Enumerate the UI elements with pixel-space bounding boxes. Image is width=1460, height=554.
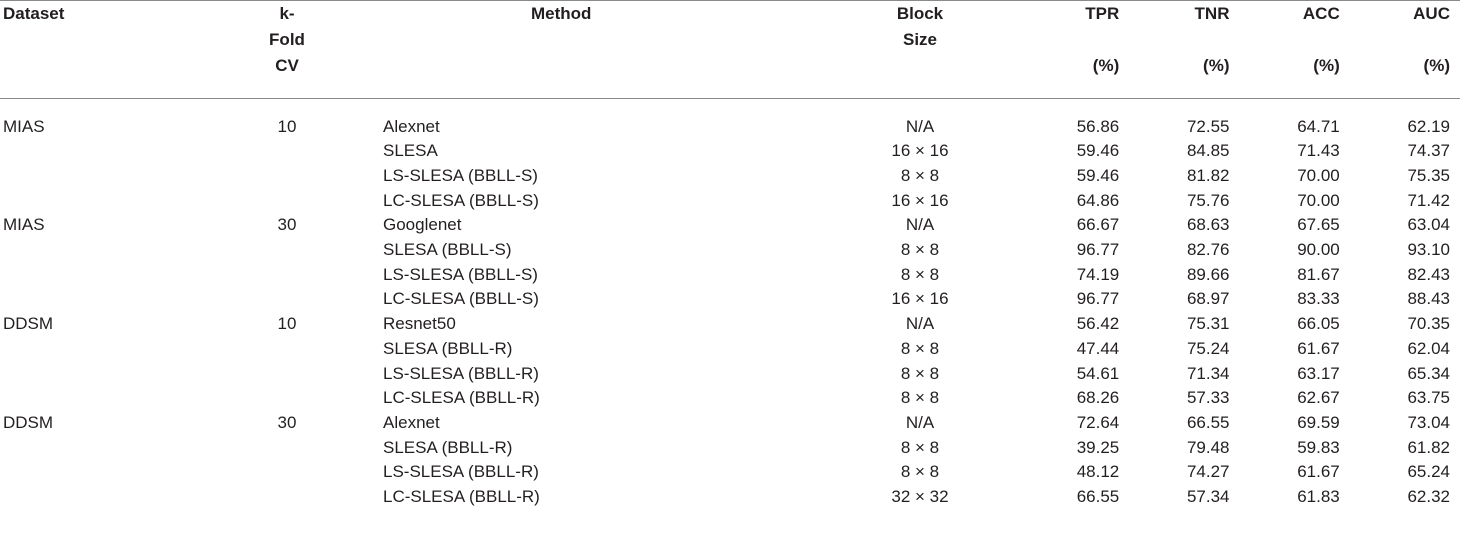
cell-method: LS-SLESA (BBLL-S) xyxy=(383,264,538,284)
cell-method: SLESA (BBLL-S) xyxy=(383,240,512,260)
header-acc-unit: (%) xyxy=(1313,56,1340,75)
cell-method: LS-SLESA (BBLL-R) xyxy=(383,462,539,482)
cell-tnr: 57.34 xyxy=(1186,486,1230,506)
cell-auc: 93.10 xyxy=(1407,240,1450,260)
header-block-line1: Block xyxy=(896,4,944,23)
cell-method: LC-SLESA (BBLL-S) xyxy=(383,190,539,210)
header-kfold-line2: Fold xyxy=(269,30,305,49)
cell-block-size: 8 × 8 xyxy=(900,264,940,284)
cell-block-size: 8 × 8 xyxy=(900,363,940,383)
cell-block-size: 8 × 8 xyxy=(900,240,940,260)
header-row xyxy=(0,1,1460,99)
cell-auc: 71.42 xyxy=(1407,190,1450,210)
cell-tnr: 74.27 xyxy=(1186,462,1230,482)
cell-block-size: 8 × 8 xyxy=(900,338,940,358)
cell-kfold xyxy=(203,139,371,164)
cell-dataset xyxy=(0,188,203,213)
cell-method: LS-SLESA (BBLL-S) xyxy=(383,166,538,186)
cell-auc: 63.04 xyxy=(1407,215,1450,235)
cell-acc: 67.65 xyxy=(1297,215,1340,235)
cell-block-size: 8 × 8 xyxy=(900,166,940,186)
header-tnr xyxy=(1129,1,1239,99)
cell-method: SLESA (BBLL-R) xyxy=(383,437,513,457)
cell-auc: 75.35 xyxy=(1407,166,1450,186)
cell-acc: 63.17 xyxy=(1297,363,1340,383)
header-tpr-label: TPR xyxy=(1085,4,1120,23)
table-row xyxy=(0,386,1460,411)
cell-method: LS-SLESA (BBLL-R) xyxy=(383,363,539,383)
cell-kfold: 30 xyxy=(277,412,297,432)
cell-dataset xyxy=(0,386,203,411)
cell-acc: 66.05 xyxy=(1297,314,1340,334)
cell-block-size: 8 × 8 xyxy=(900,388,940,408)
header-tpr xyxy=(1019,1,1129,99)
cell-dataset xyxy=(0,485,203,510)
cell-tnr: 57.33 xyxy=(1186,388,1230,408)
cell-dataset xyxy=(0,139,203,164)
cell-kfold xyxy=(203,262,371,287)
table-row xyxy=(0,485,1460,510)
cell-tpr: 39.25 xyxy=(1076,437,1120,457)
cell-tnr: 68.63 xyxy=(1186,215,1230,235)
header-kfold xyxy=(203,1,371,99)
cell-method: LC-SLESA (BBLL-R) xyxy=(383,486,540,506)
cell-auc: 73.04 xyxy=(1407,412,1450,432)
cell-kfold xyxy=(203,287,371,312)
table-row xyxy=(0,287,1460,312)
cell-dataset xyxy=(0,435,203,460)
cell-tpr: 72.64 xyxy=(1076,412,1120,432)
cell-tnr: 79.48 xyxy=(1186,437,1230,457)
cell-tpr: 48.12 xyxy=(1076,462,1120,482)
cell-kfold xyxy=(203,164,371,189)
cell-dataset xyxy=(0,287,203,312)
header-block-size xyxy=(821,1,1019,99)
cell-auc: 74.37 xyxy=(1407,141,1450,161)
cell-acc: 70.00 xyxy=(1297,166,1340,186)
cell-tnr: 75.24 xyxy=(1186,338,1230,358)
cell-block-size: 16 × 16 xyxy=(891,289,949,309)
cell-tpr: 74.19 xyxy=(1076,264,1120,284)
table-row xyxy=(0,238,1460,263)
cell-tnr: 81.82 xyxy=(1186,166,1230,186)
cell-block-size: 16 × 16 xyxy=(891,190,949,210)
cell-auc: 82.43 xyxy=(1407,264,1450,284)
table-row xyxy=(0,99,1460,140)
cell-block-size: 32 × 32 xyxy=(891,486,949,506)
cell-tnr: 75.31 xyxy=(1186,314,1230,334)
cell-dataset xyxy=(0,238,203,263)
cell-block-size: N/A xyxy=(905,314,935,334)
cell-auc: 70.35 xyxy=(1407,314,1450,334)
cell-acc: 83.33 xyxy=(1297,289,1340,309)
cell-dataset: MIAS xyxy=(3,215,45,235)
cell-acc: 61.67 xyxy=(1297,462,1340,482)
table-row xyxy=(0,411,1460,436)
cell-method: SLESA (BBLL-R) xyxy=(383,338,513,358)
table-row xyxy=(0,213,1460,238)
header-dataset: Dataset xyxy=(3,4,65,23)
cell-tpr: 96.77 xyxy=(1076,289,1120,309)
header-kfold-line3: CV xyxy=(275,56,299,75)
cell-tnr: 71.34 xyxy=(1186,363,1230,383)
table-row xyxy=(0,337,1460,362)
cell-tnr: 66.55 xyxy=(1186,412,1230,432)
header-tnr-label: TNR xyxy=(1194,4,1230,23)
cell-tnr: 82.76 xyxy=(1186,240,1230,260)
cell-block-size: 16 × 16 xyxy=(891,141,949,161)
cell-tnr: 89.66 xyxy=(1186,264,1230,284)
cell-tnr: 75.76 xyxy=(1186,190,1230,210)
cell-auc: 65.24 xyxy=(1407,462,1450,482)
header-tpr-unit: (%) xyxy=(1092,56,1120,75)
cell-kfold xyxy=(203,435,371,460)
cell-auc: 62.19 xyxy=(1407,117,1450,136)
cell-dataset: MIAS xyxy=(3,117,45,136)
cell-block-size: N/A xyxy=(905,412,935,432)
cell-block-size: 8 × 8 xyxy=(900,437,940,457)
cell-acc: 81.67 xyxy=(1297,264,1340,284)
cell-kfold: 30 xyxy=(277,215,297,235)
cell-tpr: 64.86 xyxy=(1076,190,1120,210)
header-method: Method xyxy=(531,4,592,23)
table-row xyxy=(0,164,1460,189)
cell-tpr: 47.44 xyxy=(1076,338,1120,358)
cell-acc: 69.59 xyxy=(1297,412,1340,432)
cell-kfold: 10 xyxy=(277,117,297,136)
cell-auc: 62.32 xyxy=(1407,486,1450,506)
cell-acc: 62.67 xyxy=(1297,388,1340,408)
cell-block-size: N/A xyxy=(905,215,935,235)
header-auc-unit: (%) xyxy=(1423,56,1450,75)
cell-dataset: DDSM xyxy=(3,314,54,334)
cell-tpr: 66.67 xyxy=(1076,215,1120,235)
cell-acc: 61.83 xyxy=(1297,486,1340,506)
cell-kfold: 10 xyxy=(277,314,297,334)
cell-tpr: 59.46 xyxy=(1076,166,1120,186)
cell-dataset xyxy=(0,262,203,287)
table-row xyxy=(0,312,1460,337)
cell-tpr: 68.26 xyxy=(1076,388,1120,408)
cell-tpr: 56.42 xyxy=(1076,314,1120,334)
cell-tpr: 96.77 xyxy=(1076,240,1120,260)
cell-acc: 64.71 xyxy=(1297,117,1340,136)
cell-acc: 90.00 xyxy=(1297,240,1340,260)
cell-method: Alexnet xyxy=(383,117,440,136)
cell-kfold xyxy=(203,485,371,510)
cell-acc: 71.43 xyxy=(1297,141,1340,161)
cell-tnr: 72.55 xyxy=(1186,117,1230,136)
table-body xyxy=(0,99,1460,510)
cell-tpr: 54.61 xyxy=(1076,363,1120,383)
header-acc xyxy=(1240,1,1350,99)
header-kfold-line1: k- xyxy=(279,4,295,23)
table-row xyxy=(0,139,1460,164)
table-row xyxy=(0,188,1460,213)
cell-kfold xyxy=(203,460,371,485)
cell-dataset xyxy=(0,460,203,485)
header-auc xyxy=(1350,1,1460,99)
cell-tpr: 66.55 xyxy=(1076,486,1120,506)
cell-kfold xyxy=(203,337,371,362)
table-row xyxy=(0,361,1460,386)
header-auc-label: AUC xyxy=(1413,4,1450,23)
cell-auc: 65.34 xyxy=(1407,363,1450,383)
table-row xyxy=(0,460,1460,485)
cell-acc: 59.83 xyxy=(1297,437,1340,457)
cell-auc: 61.82 xyxy=(1407,437,1450,457)
cell-method: Alexnet xyxy=(383,412,440,432)
cell-method: Resnet50 xyxy=(383,314,456,334)
cell-tnr: 84.85 xyxy=(1186,141,1230,161)
cell-kfold xyxy=(203,361,371,386)
cell-method: Googlenet xyxy=(383,215,462,235)
cell-method: LC-SLESA (BBLL-R) xyxy=(383,388,540,408)
cell-dataset xyxy=(0,361,203,386)
cell-tnr: 68.97 xyxy=(1186,289,1230,309)
table-header xyxy=(0,1,1460,99)
cell-kfold xyxy=(203,238,371,263)
header-block-line2: Size xyxy=(902,30,938,49)
cell-dataset xyxy=(0,164,203,189)
cell-dataset: DDSM xyxy=(3,412,54,432)
cell-tpr: 56.86 xyxy=(1076,117,1120,136)
table-row xyxy=(0,435,1460,460)
cell-block-size: N/A xyxy=(905,117,935,136)
cell-auc: 62.04 xyxy=(1407,338,1450,358)
cell-dataset xyxy=(0,337,203,362)
cell-auc: 88.43 xyxy=(1407,289,1450,309)
table-row xyxy=(0,262,1460,287)
cell-block-size: 8 × 8 xyxy=(900,462,940,482)
cell-acc: 70.00 xyxy=(1297,190,1340,210)
cell-method: SLESA xyxy=(383,141,438,161)
cell-acc: 61.67 xyxy=(1297,338,1340,358)
header-acc-label: ACC xyxy=(1302,4,1340,23)
cell-method: LC-SLESA (BBLL-S) xyxy=(383,289,539,309)
cell-auc: 63.75 xyxy=(1407,388,1450,408)
cell-kfold xyxy=(203,188,371,213)
header-tnr-unit: (%) xyxy=(1203,56,1230,75)
cell-kfold xyxy=(203,386,371,411)
cell-tpr: 59.46 xyxy=(1076,141,1120,161)
